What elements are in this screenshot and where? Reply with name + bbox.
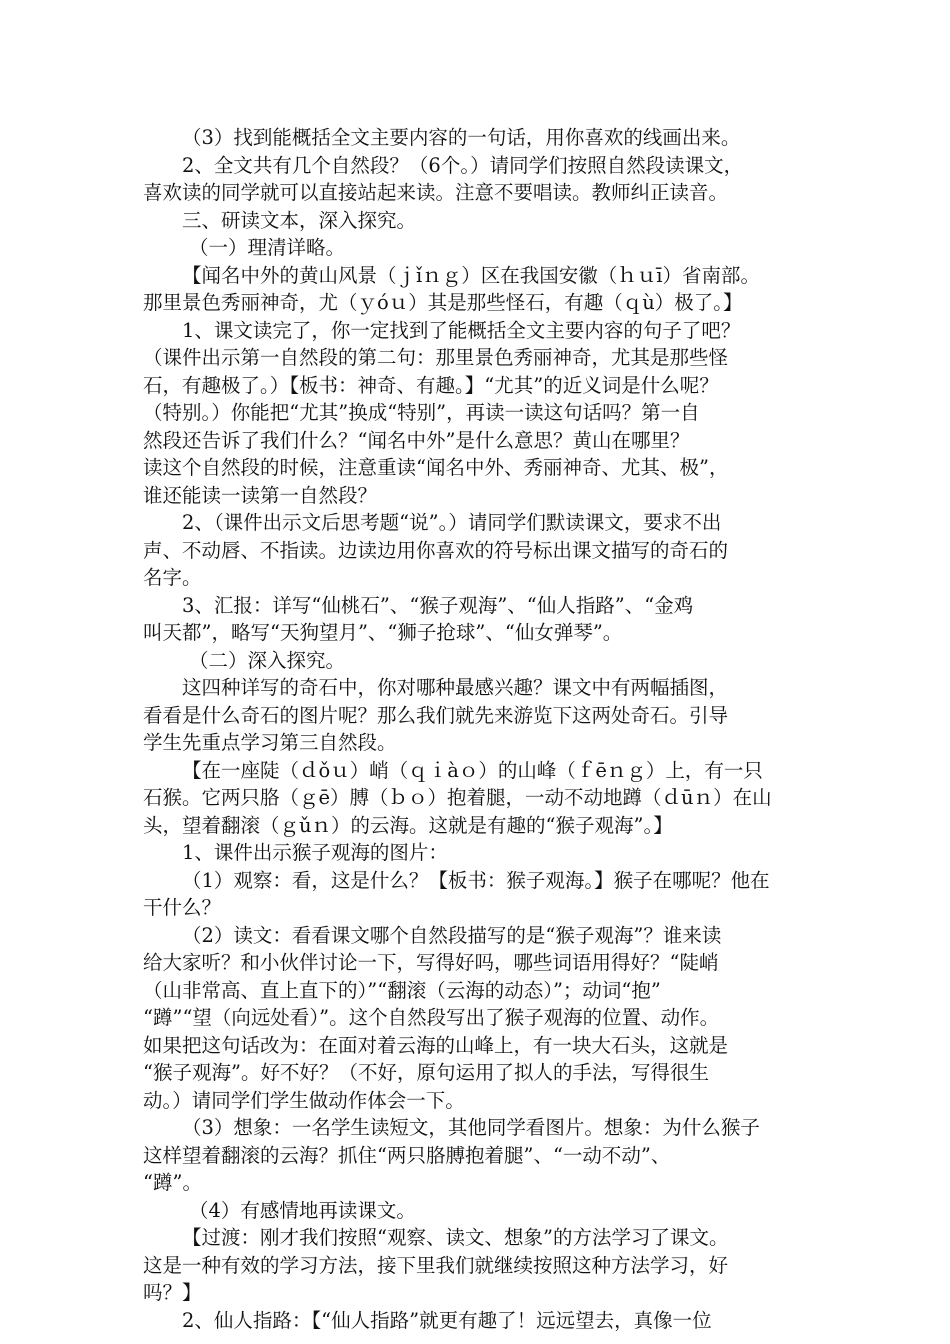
text-line — [143, 784, 819, 812]
text-line — [143, 1307, 819, 1335]
text-line-content: 如果把这句话改为：在面对着云海的山峰上，有一块大石头，这就是 — [143, 1033, 729, 1057]
text-line-content: 吗？】 — [143, 1281, 202, 1304]
text-line-content: “蹲”。 — [143, 1171, 202, 1194]
text-line-content: 喜欢读的同学就可以直接站起来读。注意不要唱读。教师纠正读音。 — [143, 181, 729, 204]
text-line — [143, 729, 819, 757]
text-line — [143, 757, 819, 785]
text-line-content: （4）有感情地再读课文。 — [189, 1198, 416, 1222]
text-line-content: 那里景色秀丽神奇，尤（ｙóｕ）其是那些怪石，有趣（ｑù）极了。】 — [143, 291, 743, 314]
text-line — [143, 1224, 819, 1252]
text-line-content: 2、（课件出示文后思考题“说”。）请同学们默读课文，要求不出 — [182, 511, 722, 534]
text-line — [143, 207, 819, 235]
text-line-content: 1、课件出示猴子观海的图片： — [182, 841, 448, 864]
text-line-content: 1、课文读完了，你一定找到了能概括全文主要内容的句子了吧？ — [182, 318, 741, 342]
text-line — [143, 922, 819, 950]
text-line — [143, 262, 819, 290]
text-line-content: （3）想象：一名学生读短文，其他同学看图片。想象：为什么猴子 — [182, 1116, 760, 1139]
text-line — [143, 1142, 819, 1170]
text-line — [143, 427, 819, 455]
text-line — [143, 674, 819, 702]
text-line-content: 叫天都”，略写“天狗望月”、“狮子抢球”、“仙女弹琴”。 — [143, 621, 623, 644]
text-line-content: （二）深入探究。 — [189, 648, 346, 672]
text-line — [143, 537, 819, 565]
text-line — [143, 1004, 819, 1032]
text-line — [143, 977, 819, 1005]
text-line — [143, 812, 819, 840]
text-line-content: 这样望着翻滚的云海？抓住“两只胳膊抱着腿”、“一动不动”、 — [143, 1143, 671, 1167]
text-line-content: 石猴。它两只胳（ｇē）膊（ｂｏ）抱着腿，一动不动地蹲（ｄūｎ）在山 — [143, 786, 772, 809]
text-line — [143, 1197, 819, 1225]
text-line — [143, 564, 819, 592]
text-line-content: 动。）请同学们学生做动作体会一下。 — [143, 1088, 465, 1112]
text-line-content: （一）理清详略。 — [189, 236, 346, 259]
text-line-content: 石，有趣极了。）【板书：神奇、有趣。】“尤其”的近义词是什么呢？ — [143, 373, 719, 397]
text-line-content: （课件出示第一自然段的第二句：那里景色秀丽神奇，尤其是那些怪 — [143, 346, 729, 369]
text-line-content: （3）找到能概括全文主要内容的一句话，用你喜欢的线画出来。 — [182, 126, 741, 149]
text-line — [143, 702, 819, 730]
text-line — [143, 124, 819, 152]
text-line-content: 给大家听？和小伙伴讨论一下，写得好吗，哪些词语用得好？“陡峭 — [143, 951, 719, 974]
text-line-content: 声、不动唇、不指读。边读边用你喜欢的符号标出课文描写的奇石的 — [143, 538, 729, 562]
text-line — [143, 839, 819, 867]
text-line — [143, 289, 819, 317]
text-line-content: （1）观察：看，这是什么？【板书：猴子观海。】猴子在哪呢？他在 — [182, 868, 770, 892]
text-line — [143, 1032, 819, 1060]
text-line — [143, 894, 819, 922]
text-line — [143, 344, 819, 372]
text-line-content: 看看是什么奇石的图片呢？那么我们就先来游览下这两处奇石。引导 — [143, 703, 729, 727]
text-line-content: （特别。）你能把“尤其”换成“特别”，再读一读这句话吗？第一自 — [143, 401, 700, 424]
text-line — [143, 949, 819, 977]
text-line — [143, 592, 819, 620]
text-line-content: 名字。 — [143, 566, 202, 589]
text-line-content: 干什么？ — [143, 896, 222, 919]
document-page — [143, 124, 819, 1334]
text-line — [143, 1169, 819, 1197]
text-line — [143, 867, 819, 895]
text-line-content: （山非常高、直上直下的）”“翻滚（云海的动态）”；动词“抱” — [143, 978, 661, 1002]
text-line-content: 读这个自然段的时候，注意重读“闻名中外、秀丽神奇、尤其、极”， — [143, 456, 729, 479]
text-line-content: 头，望着翻滚（ｇǔｎ）的云海。这就是有趣的“猴子观海”。】 — [143, 813, 673, 837]
text-line — [143, 619, 819, 647]
text-line-content: 【在一座陡（ｄǒｕ）峭（ｑｉàｏ）的山峰（ｆēｎｇ）上，有一只 — [182, 758, 763, 782]
text-line-content: 这四种详写的奇石中，你对哪种最感兴趣？课文中有两幅插图， — [182, 676, 729, 699]
text-line-content: “猴子观海”。好不好？（不好，原句运用了拟人的手法，写得很生 — [143, 1061, 709, 1084]
text-line-content: 三、研读文本，深入探究。 — [182, 208, 417, 232]
text-line — [143, 482, 819, 510]
text-line-content: （2）读文：看看课文哪个自然段描写的是“猴子观海”？谁来读 — [182, 923, 722, 947]
text-line — [143, 234, 819, 262]
text-line-content: 然段还告诉了我们什么？“闻名中外”是什么意思？黄山在哪里？ — [143, 428, 690, 452]
text-line-content: 谁还能读一读第一自然段？ — [143, 483, 378, 507]
text-line-content: 【闻名中外的黄山风景（ｊǐｎｇ）区在我国安徽（ｈｕī）省南部。 — [182, 263, 760, 287]
text-line — [143, 454, 819, 482]
text-line — [143, 152, 819, 180]
text-line-content: 学生先重点学习第三自然段。 — [143, 731, 397, 754]
text-line — [143, 179, 819, 207]
text-line — [143, 317, 819, 345]
text-line-content: “蹲”“望（向远处看）”。这个自然段写出了猴子观海的位置、动作。 — [143, 1006, 720, 1029]
text-line-content: 3、汇报：详写“仙桃石”、“猴子观海”、“仙人指路”、“金鸡 — [182, 593, 694, 617]
text-line — [143, 399, 819, 427]
text-line — [143, 647, 819, 675]
text-line — [143, 509, 819, 537]
text-line — [143, 1087, 819, 1115]
text-line-content: 2、全文共有几个自然段？（6个。）请同学们按照自然段读课文， — [182, 153, 744, 177]
text-line — [143, 1059, 819, 1087]
text-line-content: 【过渡：刚才我们按照“观察、读文、想象”的方法学习了课文。 — [182, 1226, 729, 1249]
text-line — [143, 372, 819, 400]
text-line-content: 2、仙人指路：【“仙人指路”就更有趣了！远远望去，真像一位 — [182, 1308, 712, 1332]
text-line — [143, 1279, 819, 1307]
text-line — [143, 1252, 819, 1280]
text-line-content: 这是一种有效的学习方法，接下里我们就继续按照这种方法学习，好 — [143, 1253, 729, 1277]
text-line — [143, 1114, 819, 1142]
